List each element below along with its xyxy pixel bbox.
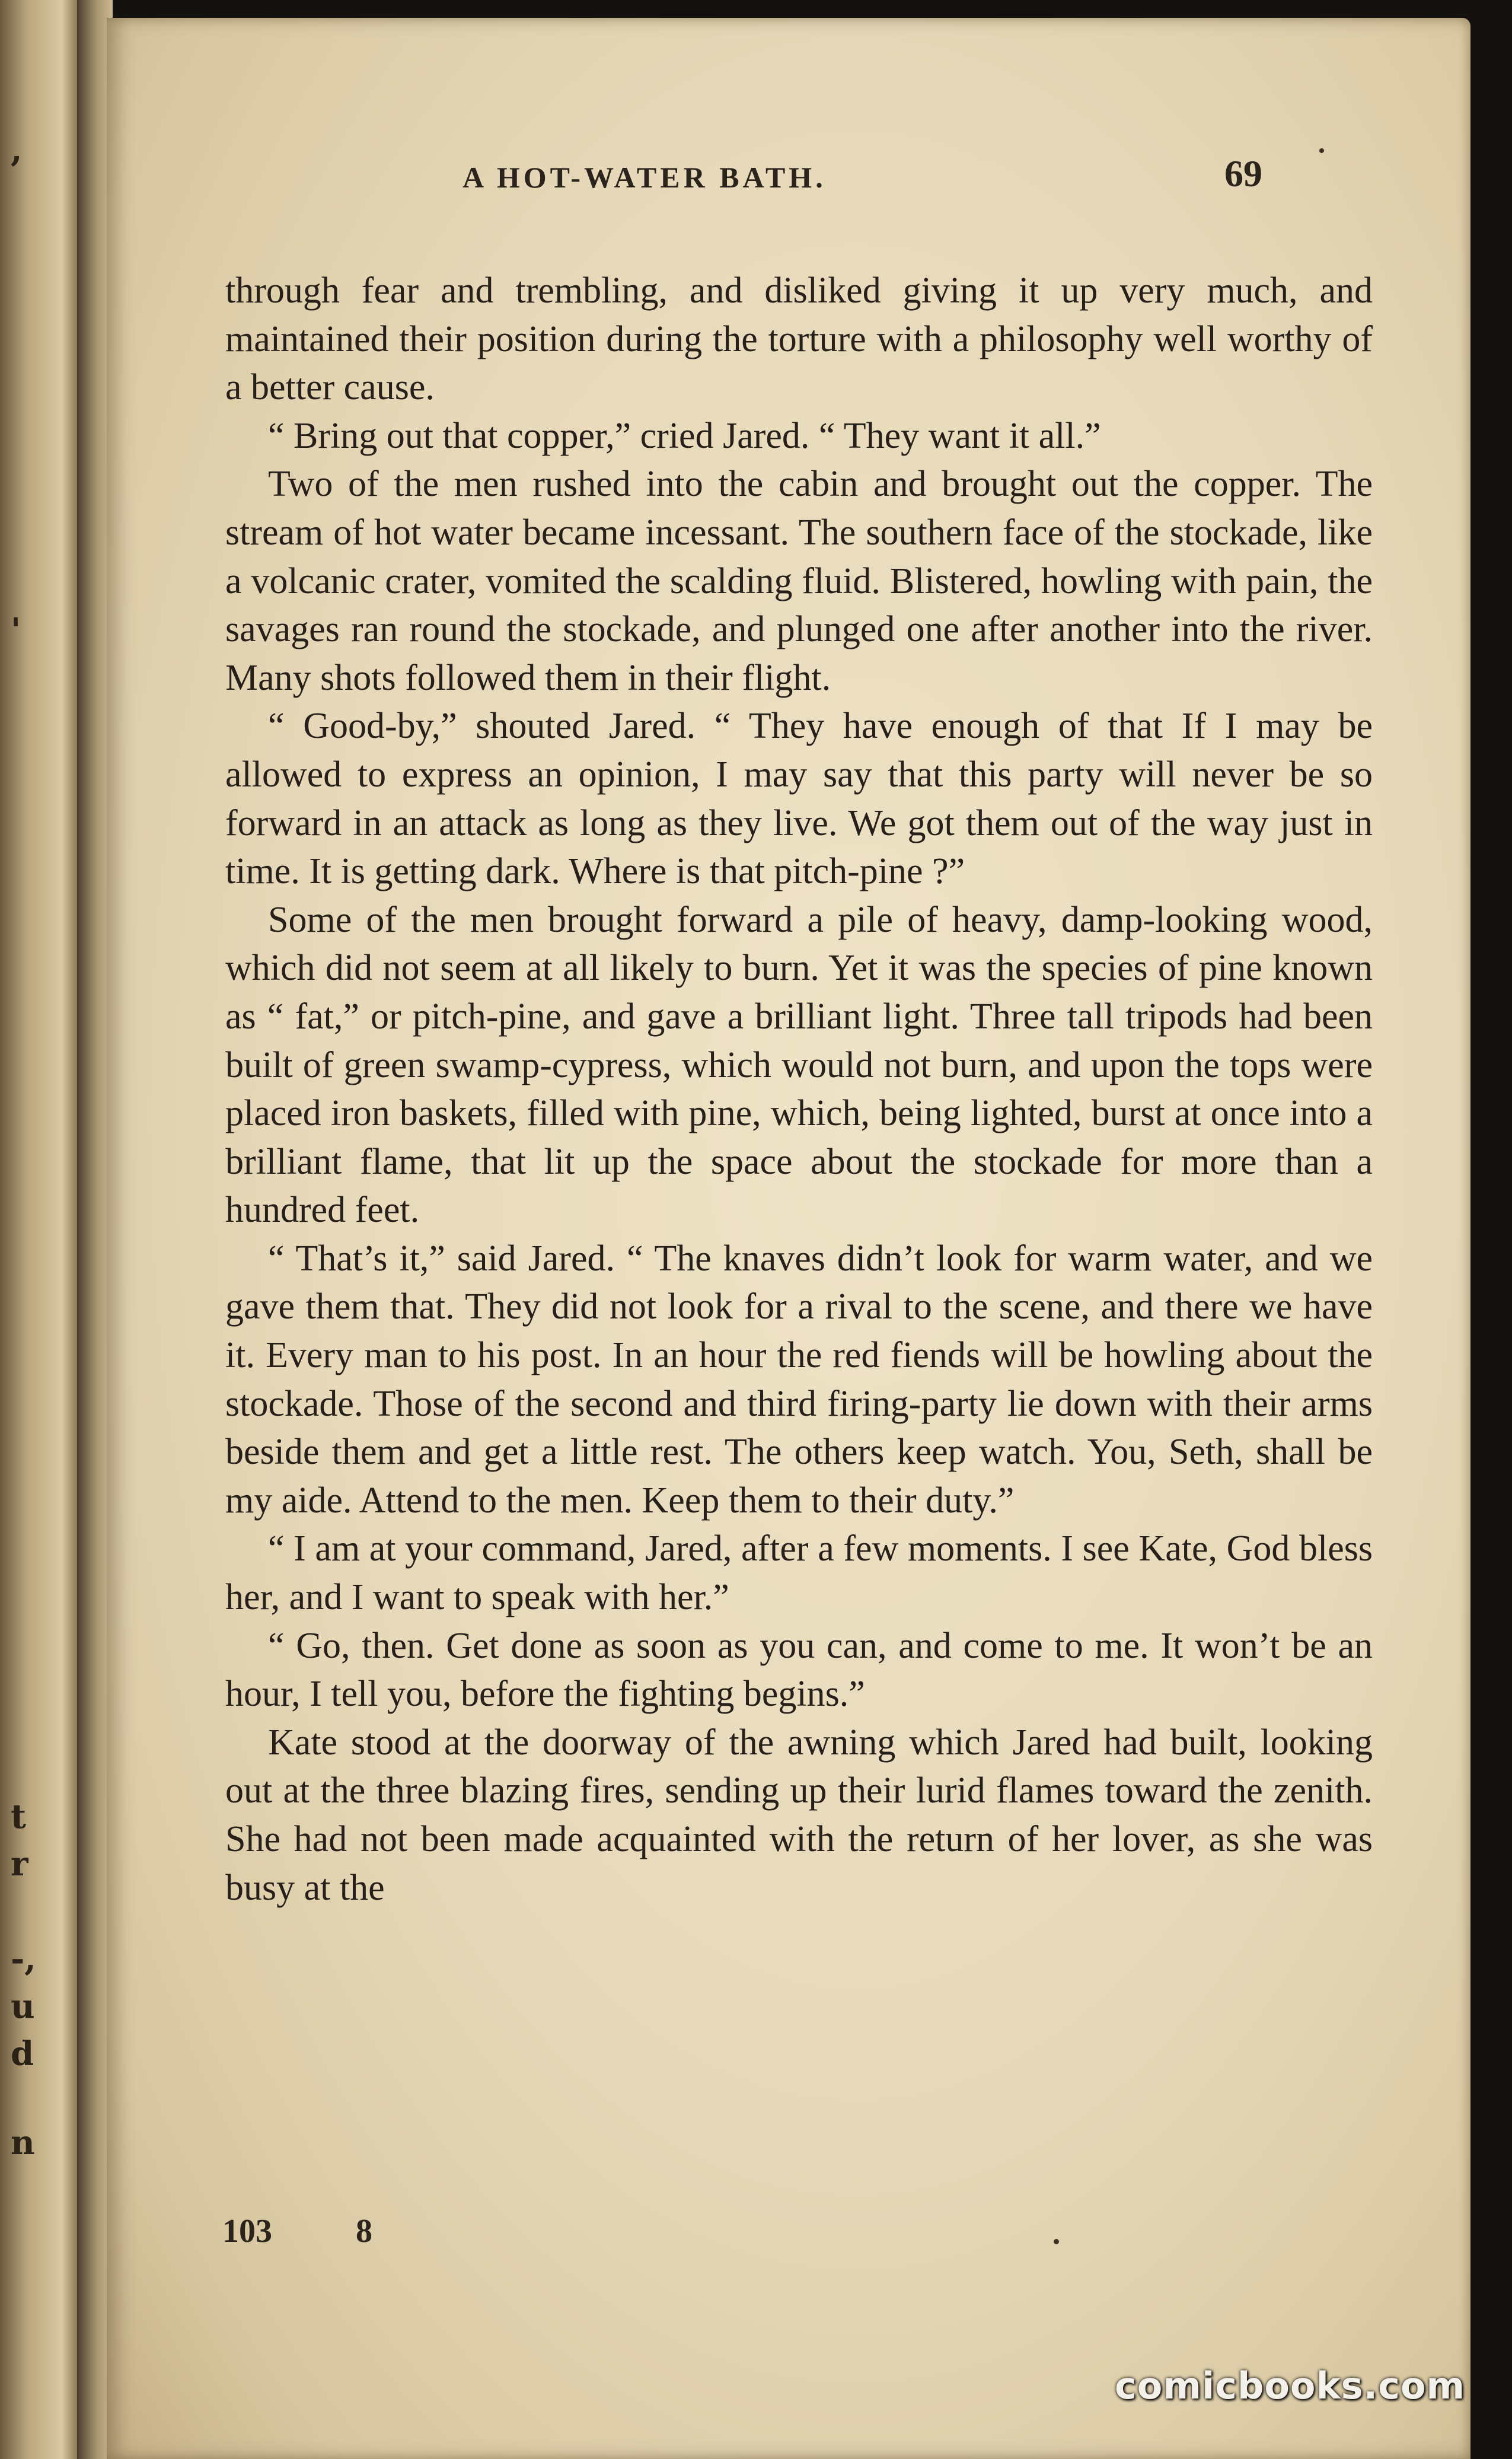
running-head bbox=[107, 152, 1470, 208]
watermark-logo: comicbooks.com bbox=[1115, 2364, 1466, 2407]
previous-page-fragment: u bbox=[11, 1987, 35, 2026]
paragraph: Two of the men rushed into the cabin and brought out the copper. The stream of hot water became incessant. The southern face of the stockade, like a volcanic crater, vomited the scalding fluid. Blistered, howling with pain, the savages ran round the stockade, and plunged one after another into the river. Many shots followed them in their flight. bbox=[225, 464, 1373, 698]
previous-page-fragment: n bbox=[11, 2123, 35, 2162]
previous-page-fragment: t bbox=[11, 1797, 26, 1836]
running-head-title: A HOT-WATER BATH. bbox=[462, 161, 827, 194]
paper-speck bbox=[1319, 148, 1324, 153]
body-text bbox=[225, 267, 1373, 1912]
paper-speck bbox=[1054, 2239, 1059, 2244]
previous-page-fragment: -, bbox=[11, 1939, 36, 1979]
book-page bbox=[107, 18, 1470, 2459]
paragraph: “ I am at your command, Jared, after a few moments. I see Kate, God bless her, and I want to speak with her.” bbox=[225, 1528, 1373, 1618]
signature-mark: 8 bbox=[356, 2213, 372, 2250]
paragraph: through fear and trembling, and disliked giving it up very much, and maintained their position during the torture with a philosophy well worthy of a better cause. bbox=[225, 270, 1373, 408]
previous-page-edge bbox=[0, 0, 77, 2459]
paragraph: “ Bring out that copper,” cried Jared. “ They want it all.” bbox=[268, 415, 1101, 456]
previous-page-fragment: ' bbox=[11, 611, 21, 650]
paragraph: Some of the men brought forward a pile of heavy, damp-looking wood, which did not seem at all likely to burn. Yet it was the species of pine known as “ fat,” or pitch-pine, and gave a brilliant light. Three tall tripods had been built of green swamp-cypress, which would not burn, and upon the tops were placed iron baskets, filled with pine, which, being lighted, burst at once into a brilliant flame, that lit up the space about the stockade for more than a hundred feet. bbox=[225, 899, 1373, 1231]
page-number: 69 bbox=[1224, 152, 1262, 195]
previous-page-fragment: r bbox=[11, 1845, 28, 1884]
paragraph: “ Good-by,” shouted Jared. “ They have enough of that If I may be allowed to express an opinion, I may say that this party will never be so forward in an attack as long as they live. We got them out of the way just in time. It is getting dark. Where is that pitch-pine ?” bbox=[225, 706, 1373, 892]
previous-page-fragment: d bbox=[11, 2034, 34, 2073]
paragraph: Kate stood at the doorway of the awning which Jared had built, looking out at the three blazing fires, sending up their lurid flames toward the zenith. She had not been made acquainted with the return of her lover, as she was busy at the bbox=[225, 1722, 1373, 1908]
previous-page-fragment: , bbox=[11, 130, 23, 170]
footer-number: 103 bbox=[222, 2213, 272, 2250]
page-footer bbox=[107, 2212, 1470, 2260]
paragraph: “ That’s it,” said Jared. “ The knaves didn’t look for warm water, and we gave them that. They did not look for a rival to the scene, and there we have it. Every man to his post. In an hour the red fiends will be howling about the stockade. Those of the second and third firing-party lie down with their arms beside them and get a little rest. The others keep watch. You, Seth, shall be my aide. Attend to the men. Keep them to their duty.” bbox=[225, 1238, 1373, 1521]
paragraph: “ Go, then. Get done as soon as you can, and come to me. It won’t be an hour, I tell you, before the fighting begins.” bbox=[225, 1625, 1373, 1715]
